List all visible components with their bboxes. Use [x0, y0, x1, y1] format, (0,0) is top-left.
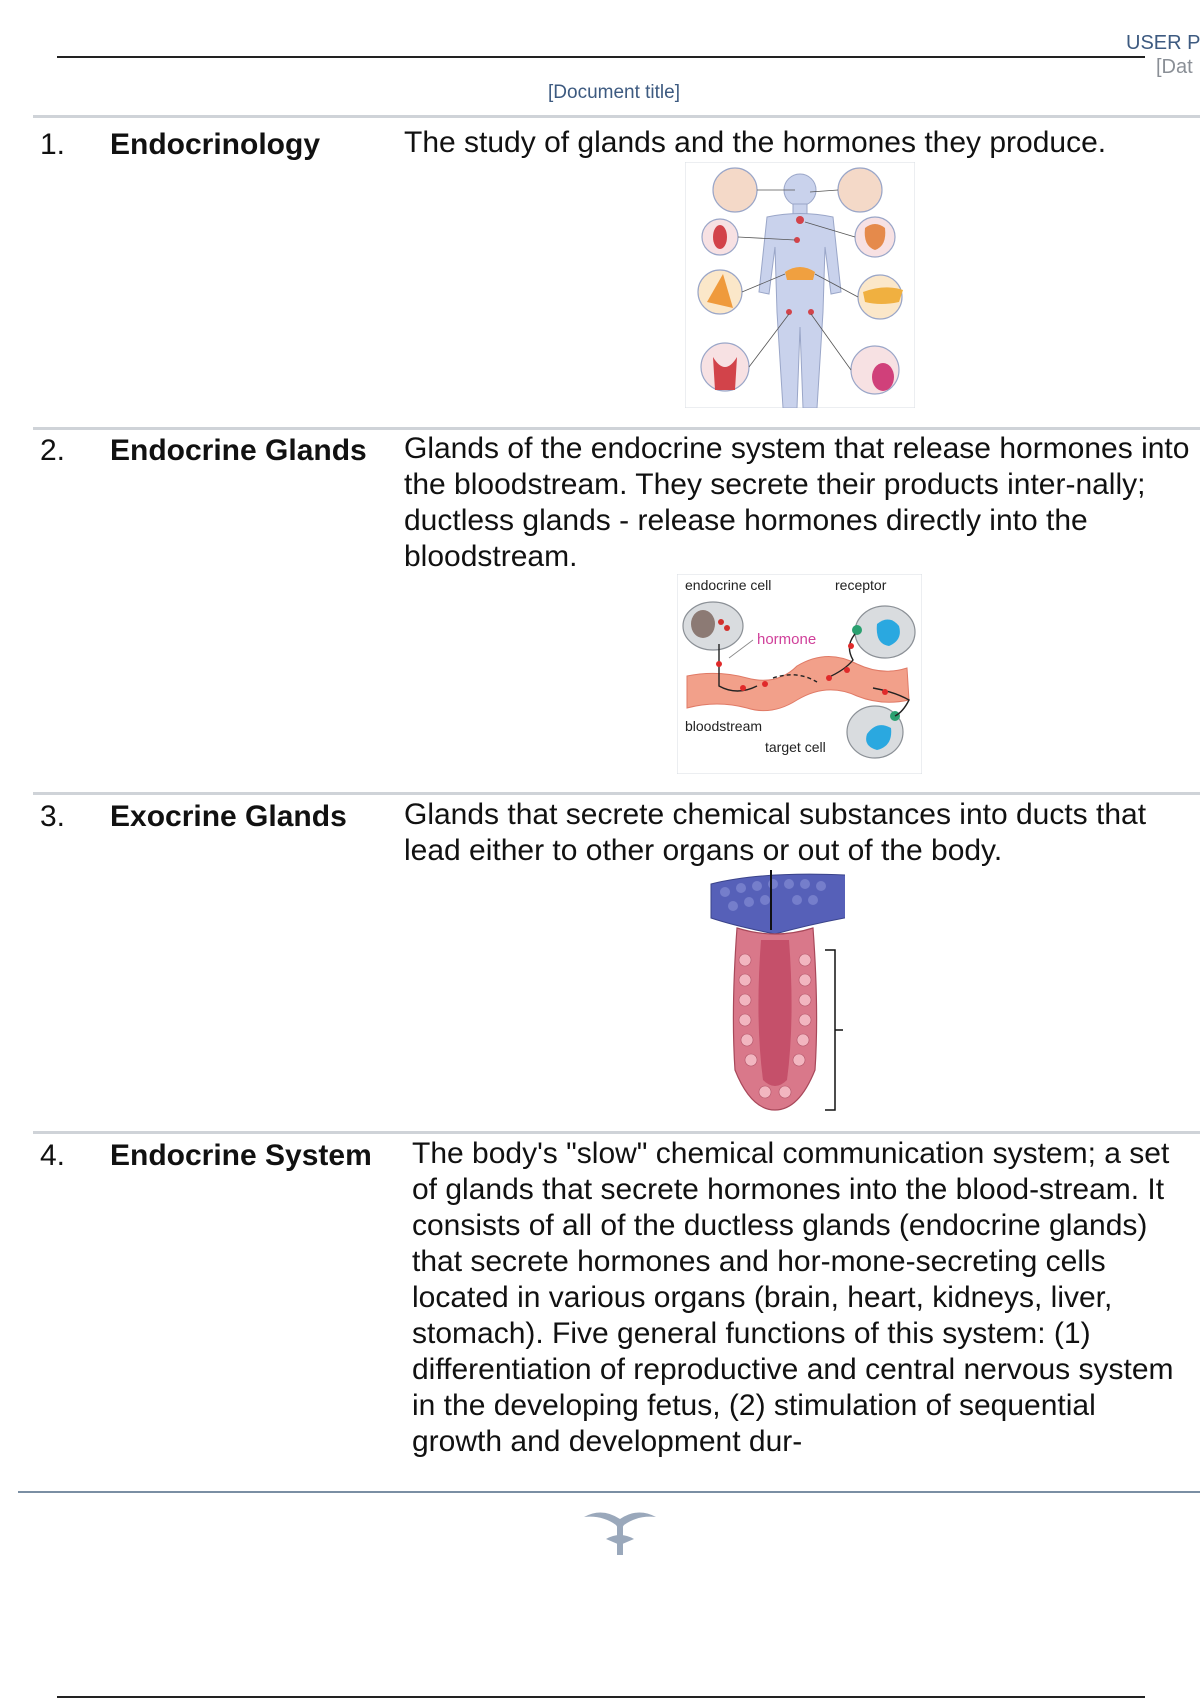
entry-number: 2.: [40, 434, 66, 467]
label-endocrine-cell: endocrine cell: [685, 577, 772, 593]
entry-number: 3.: [40, 800, 66, 833]
header-date: [Dat: [1156, 56, 1193, 78]
label-receptor: receptor: [835, 577, 887, 593]
page-bottom-rule: [57, 1696, 1145, 1698]
label-hormone: hormone: [757, 631, 817, 648]
row-divider: [33, 115, 1200, 118]
row-divider: [33, 427, 1200, 430]
body-glands-illustration: [685, 162, 915, 408]
exocrine-gland-illustration: [705, 870, 845, 1115]
header-user: USER P: [1126, 32, 1200, 54]
footer-rule: [18, 1491, 1200, 1493]
row-divider: [33, 792, 1200, 795]
document-title: [Document title]: [548, 82, 680, 103]
entry-term: Endocrine Glands: [110, 434, 367, 467]
entry-definition: The study of glands and the hormones they produce.: [404, 126, 1107, 159]
entry-term: Exocrine Glands: [110, 800, 347, 833]
entry-number: 1.: [40, 128, 66, 161]
label-bloodstream: bloodstream: [685, 718, 763, 734]
entry-definition: Glands that secrete chemical substances into ducts that lead either to other organs or out of the body.: [404, 798, 1147, 867]
entry-term: Endocrine System: [110, 1139, 372, 1172]
label-target-cell: target cell: [765, 739, 826, 755]
row-divider: [33, 1131, 1200, 1134]
entry-term: Endocrinology: [110, 128, 320, 161]
hormone-signaling-diagram: [677, 574, 922, 774]
entry-number: 4.: [40, 1139, 66, 1172]
entry-definition: Glands of the endocrine system that release hormones into the bloodstream. They secrete their products inter-nally; ductless glands - release hormones directly into the bloodstream.: [404, 432, 1190, 573]
header-rule: [57, 56, 1145, 58]
footer-ornament-icon: [582, 1505, 658, 1559]
entry-definition: The body's "slow" chemical communication system; a set of glands that secrete hormones into the blood-stream. It consists of all of the ductless glands (endocrine glands) that secrete hormones and hor-mone-secreting cells located in various organs (brain, heart, kidneys, liver, stomach). Five general functions of this system: (1) differentiation of reproductive and central nervous system in the developing fetus, (2) stimulation of sequential growth and development dur-: [412, 1137, 1174, 1458]
